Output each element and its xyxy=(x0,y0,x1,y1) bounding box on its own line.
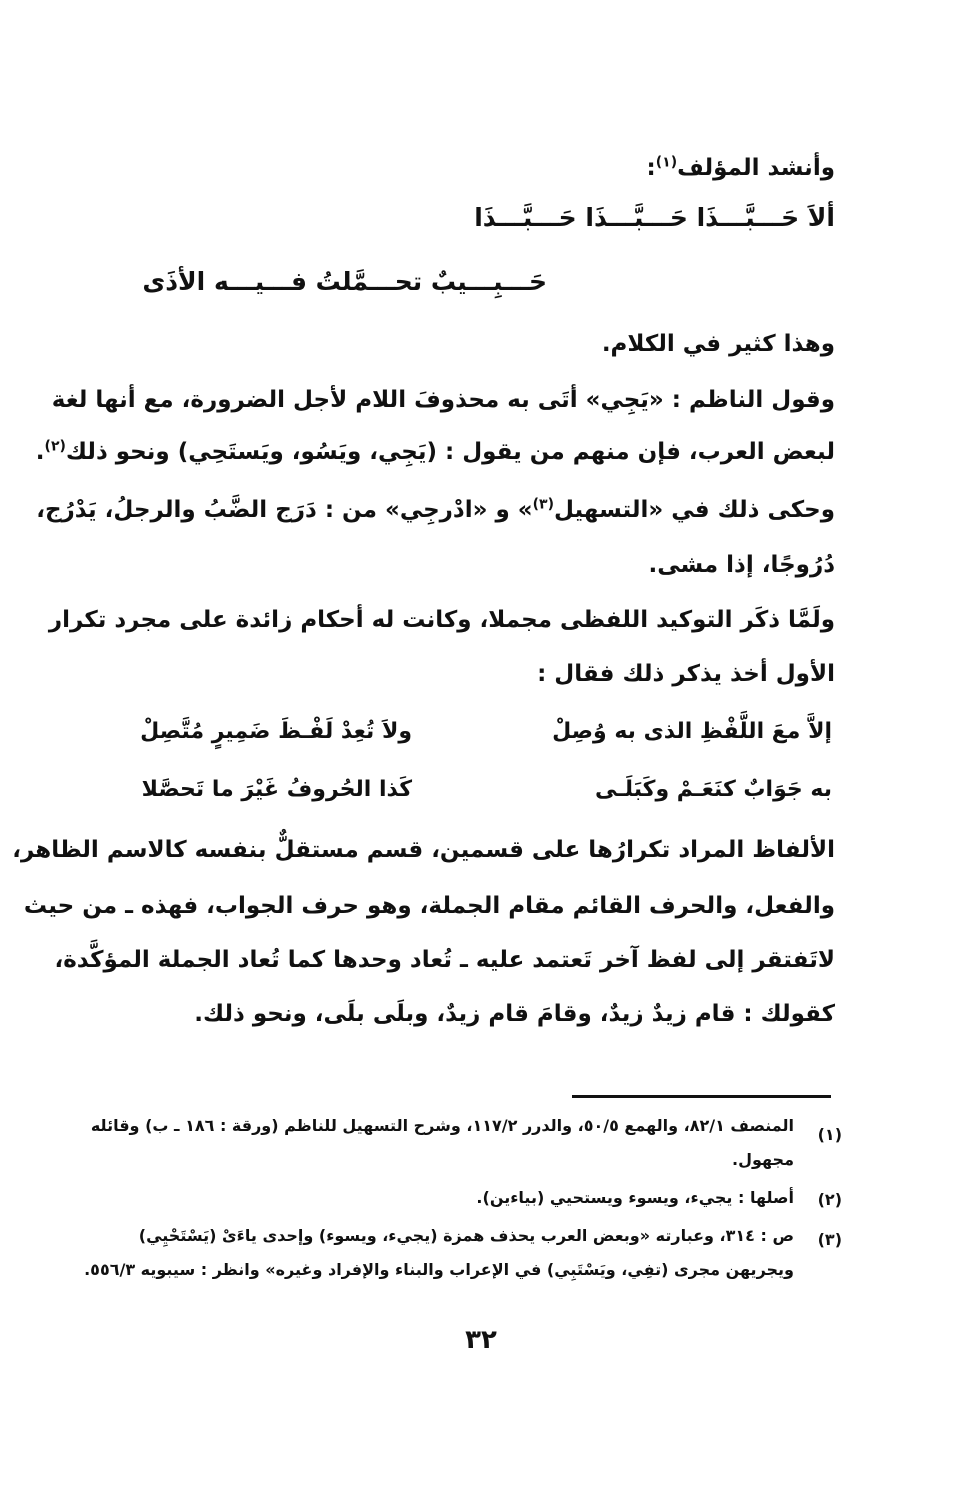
paragraph-line: كقولك : قام زيدٌ زيدٌ، وقامَ قام زيدٌ، وبلَى بلَى، ونحو ذلك. xyxy=(194,1001,835,1027)
footnote-number: (١) xyxy=(817,1125,842,1144)
footnote-ref: (٢) xyxy=(44,438,66,455)
footnote-divider xyxy=(572,1095,831,1098)
verse-line: ألاَ حَـــبَّـــذَا حَـــبَّـــذَا حَـــبَّـــذَا xyxy=(474,203,835,232)
footnote-text: أصلها : يجيء، ويسوء ويستحيي (بياءين). xyxy=(476,1188,794,1207)
footnote-text: ص : ٣١٤، وعبارته «وبعض العرب يحذف همزة (يجيء، ويسوء) وإحدى ياءَىْ (يَسْتَحْيِي) xyxy=(138,1226,794,1245)
paragraph-line: وأنشد المؤلف$^{(١)}$: xyxy=(646,154,835,181)
paragraph-line: والفعل، والحرف القائم مقام الجملة، وهو حرف الجواب، فهذه ـ من حيث xyxy=(23,893,835,919)
verse-line: حَـــبِـــيبٌ تحـــمَّلتُ فـــيـــه الأذَى xyxy=(142,267,547,296)
paragraph-line: لاتَفتقر إلى لفظ آخر تَعتمد عليه ـ تُعاد وحدها كما تُعاد الجملة المؤكَّدة، xyxy=(54,947,835,973)
footnote-text: المنصف ٨٢/١، والهمع ٥٠/٥، والدرر ١١٧/٢، وشرح التسهيل للناظم (ورقة : ١٨٦ ـ ب) وقائله xyxy=(90,1116,794,1135)
paragraph-line: وهذا كثير في الكلام. xyxy=(601,331,835,357)
footnote-number: (٣) xyxy=(817,1230,842,1249)
footnote-number: (٢) xyxy=(817,1190,842,1209)
poem-hemistich: إلاَّ معَ اللَّفْظِ الذى به وُصِلْ xyxy=(552,719,832,744)
poem-hemistich: ولاَ تُعِدْ لَفْـظَ ضَمِيرٍ مُتَّصِلْ xyxy=(140,719,412,744)
paragraph-line: ولَمَّا ذكَر التوكيد اللفظى مجملا، وكانت له أحكام زائدة على مجرد تكرار xyxy=(48,607,835,633)
footnote-text: مجهول. xyxy=(732,1150,794,1169)
paragraph-line: لبعض العرب، فإن منهم من يقول : (يَجِي، ويَسُو، ويَستَحِي) ونحو ذلك$^{(٢)}$. xyxy=(35,438,835,465)
footnote-text: ويجريهن مجرى (تفِي، ويَسْتَبِي) في الإعراب والبناء والإفراد وغيره» وانظر : سيبويه ٥٥٦/٣. xyxy=(84,1260,794,1279)
page-number: ٣٢ xyxy=(465,1325,497,1355)
footnote-ref: (١) xyxy=(655,154,678,171)
paragraph-line: دُرُوجًا، إذا مشى. xyxy=(648,552,835,578)
poem-hemistich: به جَوَابٌ كنَعَـمْ وكَبَلَـى xyxy=(594,777,832,802)
footnote-ref: (٣) xyxy=(532,496,554,513)
poem-hemistich: كَذا الحُروفُ غَيْرَ ما تَحصَّلا xyxy=(141,777,412,802)
paragraph-line: وقول الناظم : «يَجِي» أتَى به محذوفَ اللام لأجل الضرورة، مع أنها لغة xyxy=(51,387,835,413)
paragraph-line: الأول أخذ يذكر ذلك فقال : xyxy=(537,661,835,687)
paragraph-line: الألفاظ المراد تكرارُها على قسمين، قسم مستقلٌّ بنفسه كالاسم الظاهر، xyxy=(12,837,835,863)
paragraph-line: وحكى ذلك في «التسهيل$^{(٣)}$» و «ادْرجِي» من : دَرَج الضَّبُ والرجلُ، يَدْرُج، xyxy=(36,496,835,523)
